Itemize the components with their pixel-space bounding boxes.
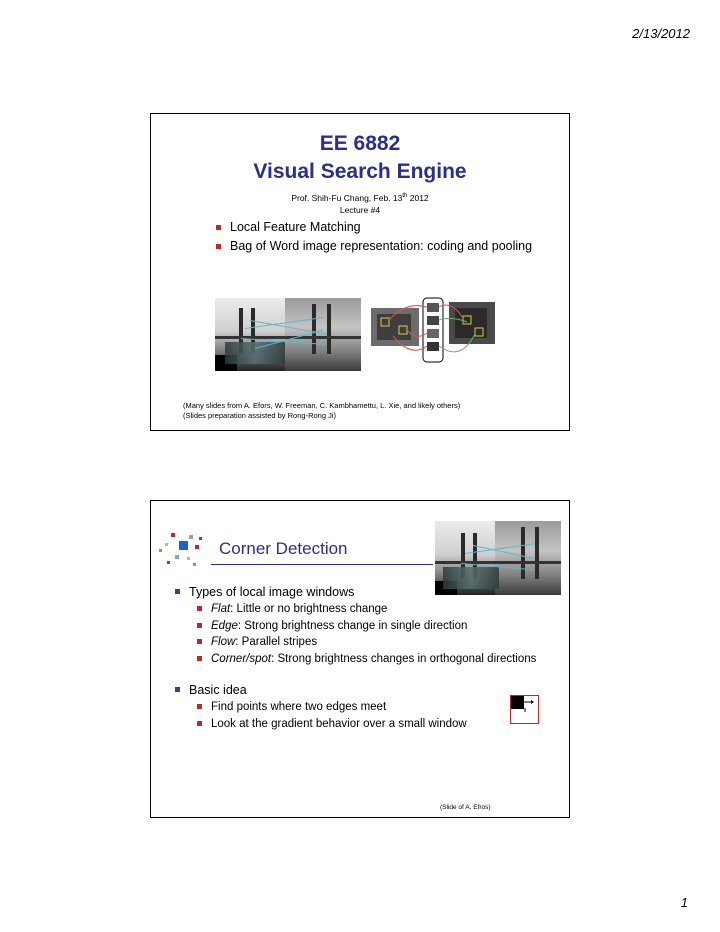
slide-2 — [150, 500, 570, 818]
list-item: Edge: Strong brightness change in single direction — [175, 618, 541, 635]
slide-credit: (Slide of A. Efros) — [440, 804, 491, 811]
lecture-number: Lecture #4 — [339, 205, 381, 215]
slide-1 — [150, 113, 570, 431]
slide-title-name: Visual Search Engine — [253, 160, 467, 183]
topic-list — [216, 218, 532, 256]
list-item: Find points where two edges meet — [175, 699, 541, 716]
list-item: Flat: Little or no brightness change — [175, 601, 541, 618]
slide-credits: (Many slides from A. Efors, W. Freeman, C. Kambhamettu, L. Xie, and likely others) — [183, 401, 461, 410]
list-item: Flow: Parallel stripes — [175, 634, 541, 651]
lecturer-date: Prof. Shih-Fu Chang, Feb. 13th 2012 — [291, 193, 429, 203]
list-item: Types of local image windows — [175, 583, 541, 601]
bridge-matching-image — [215, 298, 361, 371]
list-item: Look at the gradient behavior over a small window — [175, 716, 541, 733]
slide-title: Corner Detection — [219, 539, 348, 558]
decorative-dots-icon — [155, 529, 205, 569]
list-item: Basic idea — [175, 681, 541, 699]
page-date: 2/13/2012 — [632, 26, 690, 41]
list-item: Corner/spot: Strong brightness changes in orthogonal directions — [175, 651, 541, 668]
slide-title-course: EE 6882 — [319, 132, 401, 155]
list-item: Local Feature Matching — [216, 218, 532, 237]
slide-credits-assist: (Slides preparation assisted by Rong-Rong Ji) — [183, 411, 336, 420]
list-item: Bag of Word image representation: coding and pooling — [216, 237, 532, 256]
page-number: 1 — [680, 895, 688, 910]
slide-body — [175, 583, 541, 732]
corner-window-icon — [510, 695, 539, 724]
title-divider — [211, 564, 433, 565]
feature-matching-image — [371, 296, 497, 366]
